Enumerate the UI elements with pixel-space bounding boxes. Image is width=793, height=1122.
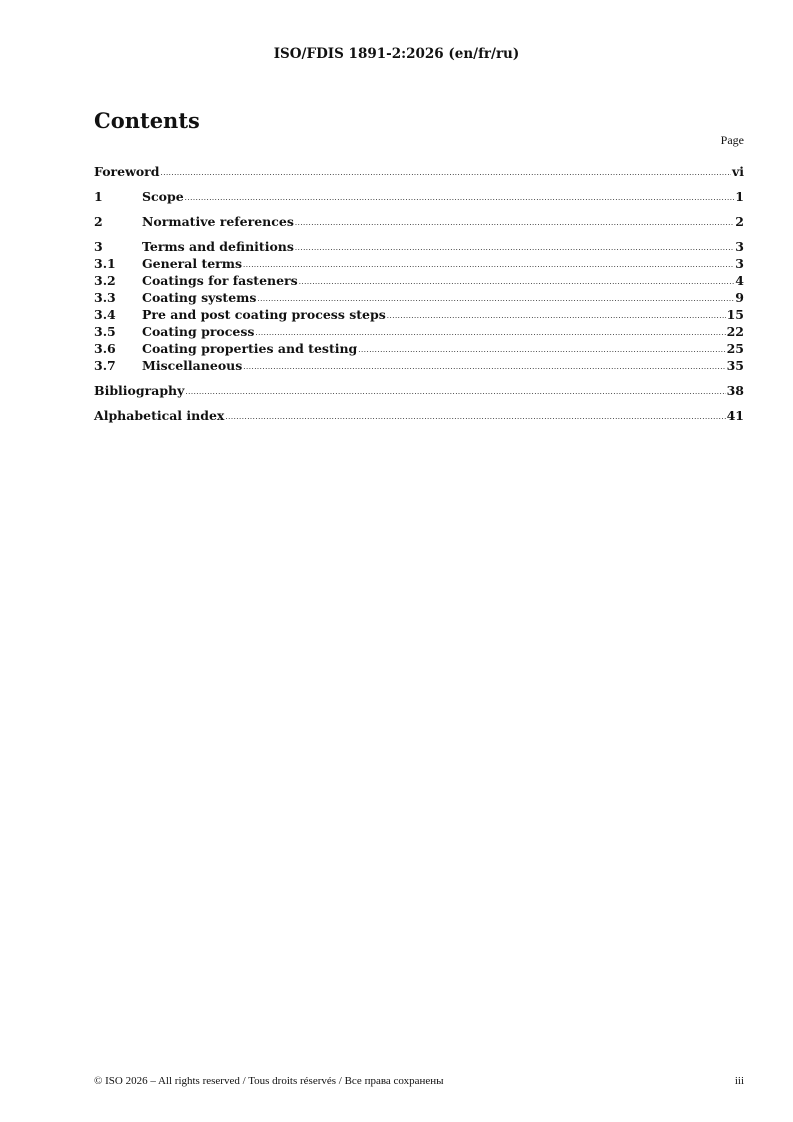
toc-entry-title: Coating properties and testing [142, 341, 358, 356]
toc-leader-dots [295, 240, 734, 257]
toc-leader-dots [185, 384, 725, 401]
toc-entry-coating-systems[interactable] [94, 289, 744, 306]
toc-entry-coating-properties-and-testing[interactable] [94, 340, 744, 357]
toc-entry-coating-process[interactable] [94, 323, 744, 340]
toc-leader-dots [358, 342, 725, 359]
toc-leader-dots [257, 291, 734, 308]
toc-entry-page: 35 [726, 358, 744, 373]
table-of-contents [94, 163, 744, 424]
toc-entry-title: Terms and definitions [142, 239, 294, 254]
toc-entry-general-terms[interactable] [94, 255, 744, 272]
toc-entry-page: 38 [726, 383, 744, 398]
toc-entry-pre-and-post-coating-process-steps[interactable] [94, 306, 744, 323]
toc-entry-title: Miscellaneous [142, 358, 243, 373]
page-column-label: Page [720, 133, 744, 147]
document-header: ISO/FDIS 1891-2:2026 (en/fr/ru) [273, 46, 520, 62]
toc-entry-number: 3.6 [94, 341, 116, 356]
toc-entry-alphabetical-index[interactable] [94, 407, 744, 424]
toc-entry-number: 3.3 [94, 290, 116, 305]
toc-entry-page: 15 [726, 307, 744, 322]
toc-entry-title: Bibliography [94, 383, 185, 398]
toc-entry-page: 9 [735, 290, 744, 305]
toc-entry-miscellaneous[interactable] [94, 357, 744, 374]
toc-entry-page: vi [731, 164, 744, 179]
toc-entry-title: Coating systems [142, 290, 257, 305]
toc-entry-number: 3.1 [94, 256, 116, 271]
toc-entry-page: 3 [735, 256, 744, 271]
toc-entry-title: Foreword [94, 164, 160, 179]
toc-entry-normative-references[interactable] [94, 213, 744, 230]
toc-leader-dots [243, 257, 734, 274]
toc-entry-page: 4 [735, 273, 744, 288]
toc-entry-foreword[interactable] [94, 163, 744, 180]
toc-entry-number: 2 [94, 214, 103, 229]
toc-entry-number: 3.5 [94, 324, 116, 339]
toc-leader-dots [161, 165, 731, 182]
toc-entry-number: 1 [94, 189, 103, 204]
toc-entry-page: 3 [735, 239, 744, 254]
toc-entry-title: General terms [142, 256, 243, 271]
toc-entry-page: 41 [726, 408, 744, 423]
toc-entry-title: Coatings for fasteners [142, 273, 298, 288]
page-footer [94, 1075, 744, 1087]
toc-entry-title: Normative references [142, 214, 294, 229]
toc-entry-number: 3 [94, 239, 103, 254]
toc-entry-number: 3.2 [94, 273, 116, 288]
toc-entry-title: Coating process [142, 324, 255, 339]
toc-leader-dots [255, 325, 725, 342]
page-number: iii [734, 1075, 744, 1087]
toc-entry-number: 3.4 [94, 307, 116, 322]
toc-entry-page: 22 [726, 324, 744, 339]
toc-entry-title: Scope [142, 189, 184, 204]
toc-leader-dots [243, 359, 725, 376]
toc-entry-page: 1 [735, 189, 744, 204]
toc-entry-title: Alphabetical index [94, 408, 225, 423]
toc-entry-bibliography[interactable] [94, 382, 744, 399]
copyright-notice: © ISO 2026 – All rights reserved / Tous droits réservés / Все права сохранены [94, 1075, 444, 1087]
toc-leader-dots [185, 190, 735, 207]
toc-entry-page: 25 [726, 341, 744, 356]
toc-entry-terms-and-definitions[interactable] [94, 238, 744, 255]
toc-entry-number: 3.7 [94, 358, 116, 373]
page-title: Contents [94, 108, 200, 133]
toc-leader-dots [225, 409, 725, 426]
toc-entry-scope[interactable] [94, 188, 744, 205]
toc-entry-coatings-for-fasteners[interactable] [94, 272, 744, 289]
toc-leader-dots [299, 274, 735, 291]
toc-entry-title: Pre and post coating process steps [142, 307, 386, 322]
toc-leader-dots [387, 308, 726, 325]
toc-entry-page: 2 [735, 214, 744, 229]
toc-leader-dots [295, 215, 734, 232]
